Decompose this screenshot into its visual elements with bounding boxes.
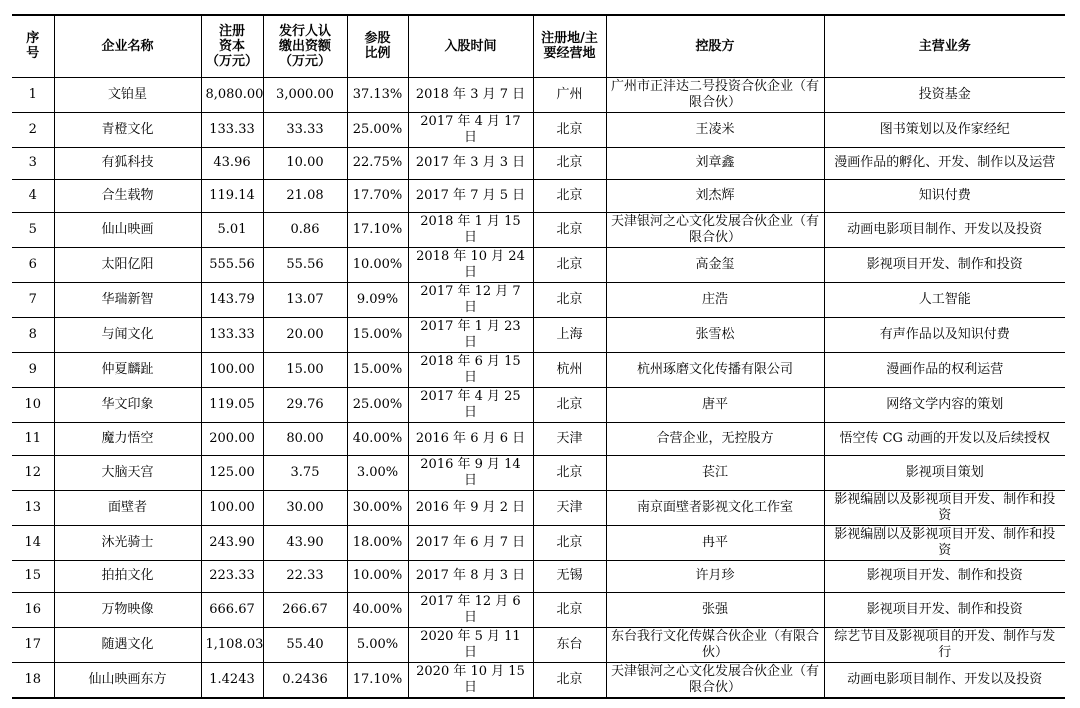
table-row bbox=[12, 212, 1065, 247]
cell-company-name: 青橙文化 bbox=[54, 112, 201, 147]
cell-company-name: 随遇文化 bbox=[54, 628, 201, 663]
cell-main-business: 综艺节目及影视项目的开发、制作与发行 bbox=[824, 628, 1065, 663]
cell-location: 北京 bbox=[533, 663, 606, 699]
cell-index: 9 bbox=[12, 352, 54, 387]
cell-location: 北京 bbox=[533, 282, 606, 317]
cell-share-ratio: 3.00% bbox=[347, 455, 408, 490]
cell-registered-capital: 43.96 bbox=[201, 147, 263, 180]
cell-registered-capital: 8,080.00 bbox=[201, 77, 263, 112]
cell-main-business: 图书策划以及作家经纪 bbox=[824, 112, 1065, 147]
cell-share-ratio: 30.00% bbox=[347, 490, 408, 525]
cell-share-ratio: 40.00% bbox=[347, 593, 408, 628]
cell-registered-capital: 1,108.03 bbox=[201, 628, 263, 663]
cell-main-business: 动画电影项目制作、开发以及投资 bbox=[824, 212, 1065, 247]
header-cell-investment-date: 入股时间 bbox=[408, 15, 533, 77]
cell-investment-date: 2017 年 6 月 7 日 bbox=[408, 525, 533, 560]
table-row bbox=[12, 317, 1065, 352]
cell-index: 1 bbox=[12, 77, 54, 112]
cell-company-name: 大脑天宫 bbox=[54, 455, 201, 490]
cell-company-name: 华文印象 bbox=[54, 387, 201, 422]
cell-main-business: 动画电影项目制作、开发以及投资 bbox=[824, 663, 1065, 699]
cell-registered-capital: 100.00 bbox=[201, 490, 263, 525]
cell-share-ratio: 15.00% bbox=[347, 352, 408, 387]
cell-main-business: 影视项目开发、制作和投资 bbox=[824, 560, 1065, 593]
cell-registered-capital: 100.00 bbox=[201, 352, 263, 387]
cell-registered-capital: 133.33 bbox=[201, 317, 263, 352]
cell-subscribed-capital: 3.75 bbox=[263, 455, 347, 490]
cell-share-ratio: 17.10% bbox=[347, 212, 408, 247]
cell-subscribed-capital: 10.00 bbox=[263, 147, 347, 180]
cell-index: 18 bbox=[12, 663, 54, 699]
cell-main-business: 网络文学内容的策划 bbox=[824, 387, 1065, 422]
cell-share-ratio: 5.00% bbox=[347, 628, 408, 663]
cell-location: 北京 bbox=[533, 525, 606, 560]
cell-controlling-party: 庄浩 bbox=[606, 282, 824, 317]
cell-subscribed-capital: 43.90 bbox=[263, 525, 347, 560]
cell-controlling-party: 广州市正沣达二号投资合伙企业（有限合伙） bbox=[606, 77, 824, 112]
cell-share-ratio: 15.00% bbox=[347, 317, 408, 352]
cell-index: 4 bbox=[12, 180, 54, 213]
investee-table-container bbox=[12, 14, 1065, 699]
cell-investment-date: 2020 年 10 月 15 日 bbox=[408, 663, 533, 699]
cell-investment-date: 2017 年 12 月 7 日 bbox=[408, 282, 533, 317]
cell-subscribed-capital: 13.07 bbox=[263, 282, 347, 317]
cell-company-name: 魔力悟空 bbox=[54, 422, 201, 455]
cell-subscribed-capital: 80.00 bbox=[263, 422, 347, 455]
cell-location: 北京 bbox=[533, 112, 606, 147]
cell-index: 17 bbox=[12, 628, 54, 663]
cell-location: 上海 bbox=[533, 317, 606, 352]
cell-location: 北京 bbox=[533, 147, 606, 180]
table-header bbox=[12, 15, 1065, 77]
cell-controlling-party: 冉平 bbox=[606, 525, 824, 560]
cell-share-ratio: 17.10% bbox=[347, 663, 408, 699]
cell-controlling-party: 刘杰辉 bbox=[606, 180, 824, 213]
cell-subscribed-capital: 15.00 bbox=[263, 352, 347, 387]
cell-main-business: 知识付费 bbox=[824, 180, 1065, 213]
cell-controlling-party: 王凌米 bbox=[606, 112, 824, 147]
cell-subscribed-capital: 22.33 bbox=[263, 560, 347, 593]
table-row bbox=[12, 490, 1065, 525]
cell-index: 2 bbox=[12, 112, 54, 147]
cell-index: 14 bbox=[12, 525, 54, 560]
cell-index: 6 bbox=[12, 247, 54, 282]
cell-controlling-party: 高金玺 bbox=[606, 247, 824, 282]
table-row bbox=[12, 422, 1065, 455]
header-cell-location: 注册地/主 要经营地 bbox=[533, 15, 606, 77]
cell-investment-date: 2018 年 6 月 15 日 bbox=[408, 352, 533, 387]
cell-main-business: 影视编剧以及影视项目开发、制作和投资 bbox=[824, 525, 1065, 560]
cell-investment-date: 2018 年 10 月 24 日 bbox=[408, 247, 533, 282]
cell-investment-date: 2018 年 1 月 15 日 bbox=[408, 212, 533, 247]
cell-company-name: 合生载物 bbox=[54, 180, 201, 213]
cell-controlling-party: 南京面壁者影视文化工作室 bbox=[606, 490, 824, 525]
cell-investment-date: 2016 年 9 月 14 日 bbox=[408, 455, 533, 490]
cell-main-business: 悟空传 CG 动画的开发以及后续授权 bbox=[824, 422, 1065, 455]
cell-main-business: 漫画作品的权利运营 bbox=[824, 352, 1065, 387]
cell-controlling-party: 合营企业，无控股方 bbox=[606, 422, 824, 455]
cell-location: 天津 bbox=[533, 422, 606, 455]
cell-index: 3 bbox=[12, 147, 54, 180]
cell-registered-capital: 119.14 bbox=[201, 180, 263, 213]
cell-subscribed-capital: 55.56 bbox=[263, 247, 347, 282]
cell-location: 北京 bbox=[533, 180, 606, 213]
cell-registered-capital: 125.00 bbox=[201, 455, 263, 490]
cell-share-ratio: 17.70% bbox=[347, 180, 408, 213]
cell-investment-date: 2017 年 7 月 5 日 bbox=[408, 180, 533, 213]
cell-controlling-party: 天津银河之心文化发展合伙企业（有限合伙） bbox=[606, 212, 824, 247]
cell-controlling-party: 唐平 bbox=[606, 387, 824, 422]
cell-subscribed-capital: 55.40 bbox=[263, 628, 347, 663]
cell-controlling-party: 杭州琢磨文化传播有限公司 bbox=[606, 352, 824, 387]
cell-investment-date: 2016 年 6 月 6 日 bbox=[408, 422, 533, 455]
cell-share-ratio: 9.09% bbox=[347, 282, 408, 317]
cell-share-ratio: 40.00% bbox=[347, 422, 408, 455]
cell-location: 天津 bbox=[533, 490, 606, 525]
cell-company-name: 仲夏麟趾 bbox=[54, 352, 201, 387]
cell-index: 11 bbox=[12, 422, 54, 455]
cell-company-name: 有狐科技 bbox=[54, 147, 201, 180]
table-row bbox=[12, 560, 1065, 593]
cell-index: 13 bbox=[12, 490, 54, 525]
cell-company-name: 太阳亿阳 bbox=[54, 247, 201, 282]
cell-index: 12 bbox=[12, 455, 54, 490]
cell-subscribed-capital: 30.00 bbox=[263, 490, 347, 525]
table-row bbox=[12, 112, 1065, 147]
cell-registered-capital: 143.79 bbox=[201, 282, 263, 317]
cell-location: 无锡 bbox=[533, 560, 606, 593]
header-cell-index: 序 号 bbox=[12, 15, 54, 77]
header-cell-registered-capital: 注册 资本 （万元） bbox=[201, 15, 263, 77]
cell-subscribed-capital: 21.08 bbox=[263, 180, 347, 213]
cell-share-ratio: 25.00% bbox=[347, 387, 408, 422]
cell-registered-capital: 133.33 bbox=[201, 112, 263, 147]
cell-controlling-party: 许月珍 bbox=[606, 560, 824, 593]
table-row bbox=[12, 352, 1065, 387]
cell-registered-capital: 1.4243 bbox=[201, 663, 263, 699]
cell-investment-date: 2017 年 3 月 3 日 bbox=[408, 147, 533, 180]
cell-company-name: 拍拍文化 bbox=[54, 560, 201, 593]
cell-subscribed-capital: 0.86 bbox=[263, 212, 347, 247]
cell-registered-capital: 200.00 bbox=[201, 422, 263, 455]
cell-main-business: 影视编剧以及影视项目开发、制作和投资 bbox=[824, 490, 1065, 525]
header-cell-subscribed-capital: 发行人认 缴出资额 （万元） bbox=[263, 15, 347, 77]
cell-controlling-party: 张雪松 bbox=[606, 317, 824, 352]
cell-location: 东台 bbox=[533, 628, 606, 663]
cell-registered-capital: 555.56 bbox=[201, 247, 263, 282]
cell-registered-capital: 119.05 bbox=[201, 387, 263, 422]
header-cell-controlling-party: 控股方 bbox=[606, 15, 824, 77]
cell-company-name: 仙山映画 bbox=[54, 212, 201, 247]
cell-index: 5 bbox=[12, 212, 54, 247]
cell-investment-date: 2017 年 4 月 25 日 bbox=[408, 387, 533, 422]
table-row bbox=[12, 663, 1065, 699]
cell-registered-capital: 666.67 bbox=[201, 593, 263, 628]
cell-investment-date: 2017 年 4 月 17 日 bbox=[408, 112, 533, 147]
header-row bbox=[12, 15, 1065, 77]
cell-share-ratio: 37.13% bbox=[347, 77, 408, 112]
table-row bbox=[12, 593, 1065, 628]
cell-controlling-party: 天津银河之心文化发展合伙企业（有限合伙） bbox=[606, 663, 824, 699]
cell-share-ratio: 18.00% bbox=[347, 525, 408, 560]
cell-main-business: 人工智能 bbox=[824, 282, 1065, 317]
cell-controlling-party: 刘章鑫 bbox=[606, 147, 824, 180]
cell-location: 北京 bbox=[533, 593, 606, 628]
cell-subscribed-capital: 33.33 bbox=[263, 112, 347, 147]
cell-index: 8 bbox=[12, 317, 54, 352]
cell-location: 杭州 bbox=[533, 352, 606, 387]
cell-location: 广州 bbox=[533, 77, 606, 112]
cell-location: 北京 bbox=[533, 455, 606, 490]
cell-main-business: 漫画作品的孵化、开发、制作以及运营 bbox=[824, 147, 1065, 180]
cell-investment-date: 2020 年 5 月 11 日 bbox=[408, 628, 533, 663]
cell-location: 北京 bbox=[533, 387, 606, 422]
cell-subscribed-capital: 266.67 bbox=[263, 593, 347, 628]
cell-company-name: 仙山映画东方 bbox=[54, 663, 201, 699]
cell-subscribed-capital: 3,000.00 bbox=[263, 77, 347, 112]
cell-investment-date: 2017 年 8 月 3 日 bbox=[408, 560, 533, 593]
table-row bbox=[12, 628, 1065, 663]
cell-subscribed-capital: 29.76 bbox=[263, 387, 347, 422]
cell-controlling-party: 东台我行文化传媒合伙企业（有限合伙） bbox=[606, 628, 824, 663]
cell-index: 10 bbox=[12, 387, 54, 422]
cell-share-ratio: 25.00% bbox=[347, 112, 408, 147]
header-cell-main-business: 主营业务 bbox=[824, 15, 1065, 77]
table-row bbox=[12, 77, 1065, 112]
cell-main-business: 影视项目开发、制作和投资 bbox=[824, 593, 1065, 628]
cell-main-business: 投资基金 bbox=[824, 77, 1065, 112]
table-row bbox=[12, 282, 1065, 317]
cell-controlling-party: 张强 bbox=[606, 593, 824, 628]
cell-subscribed-capital: 0.2436 bbox=[263, 663, 347, 699]
table-row bbox=[12, 455, 1065, 490]
cell-share-ratio: 22.75% bbox=[347, 147, 408, 180]
cell-main-business: 影视项目开发、制作和投资 bbox=[824, 247, 1065, 282]
table-row bbox=[12, 525, 1065, 560]
table-body bbox=[12, 77, 1065, 698]
cell-investment-date: 2016 年 9 月 2 日 bbox=[408, 490, 533, 525]
cell-location: 北京 bbox=[533, 247, 606, 282]
cell-company-name: 沐光骑士 bbox=[54, 525, 201, 560]
table-row bbox=[12, 180, 1065, 213]
cell-location: 北京 bbox=[533, 212, 606, 247]
cell-company-name: 万物映像 bbox=[54, 593, 201, 628]
cell-company-name: 文铂星 bbox=[54, 77, 201, 112]
cell-company-name: 与闻文化 bbox=[54, 317, 201, 352]
cell-investment-date: 2017 年 1 月 23 日 bbox=[408, 317, 533, 352]
table-row bbox=[12, 247, 1065, 282]
cell-company-name: 面壁者 bbox=[54, 490, 201, 525]
cell-investment-date: 2018 年 3 月 7 日 bbox=[408, 77, 533, 112]
cell-main-business: 有声作品以及知识付费 bbox=[824, 317, 1065, 352]
cell-index: 15 bbox=[12, 560, 54, 593]
cell-share-ratio: 10.00% bbox=[347, 247, 408, 282]
cell-main-business: 影视项目策划 bbox=[824, 455, 1065, 490]
cell-index: 7 bbox=[12, 282, 54, 317]
cell-index: 16 bbox=[12, 593, 54, 628]
cell-registered-capital: 243.90 bbox=[201, 525, 263, 560]
cell-controlling-party: 苌江 bbox=[606, 455, 824, 490]
cell-registered-capital: 5.01 bbox=[201, 212, 263, 247]
header-cell-company-name: 企业名称 bbox=[54, 15, 201, 77]
investee-companies-table bbox=[12, 14, 1065, 699]
cell-share-ratio: 10.00% bbox=[347, 560, 408, 593]
header-cell-share-ratio: 参股 比例 bbox=[347, 15, 408, 77]
table-row bbox=[12, 147, 1065, 180]
cell-subscribed-capital: 20.00 bbox=[263, 317, 347, 352]
table-row bbox=[12, 387, 1065, 422]
cell-investment-date: 2017 年 12 月 6 日 bbox=[408, 593, 533, 628]
cell-registered-capital: 223.33 bbox=[201, 560, 263, 593]
cell-company-name: 华瑞新智 bbox=[54, 282, 201, 317]
